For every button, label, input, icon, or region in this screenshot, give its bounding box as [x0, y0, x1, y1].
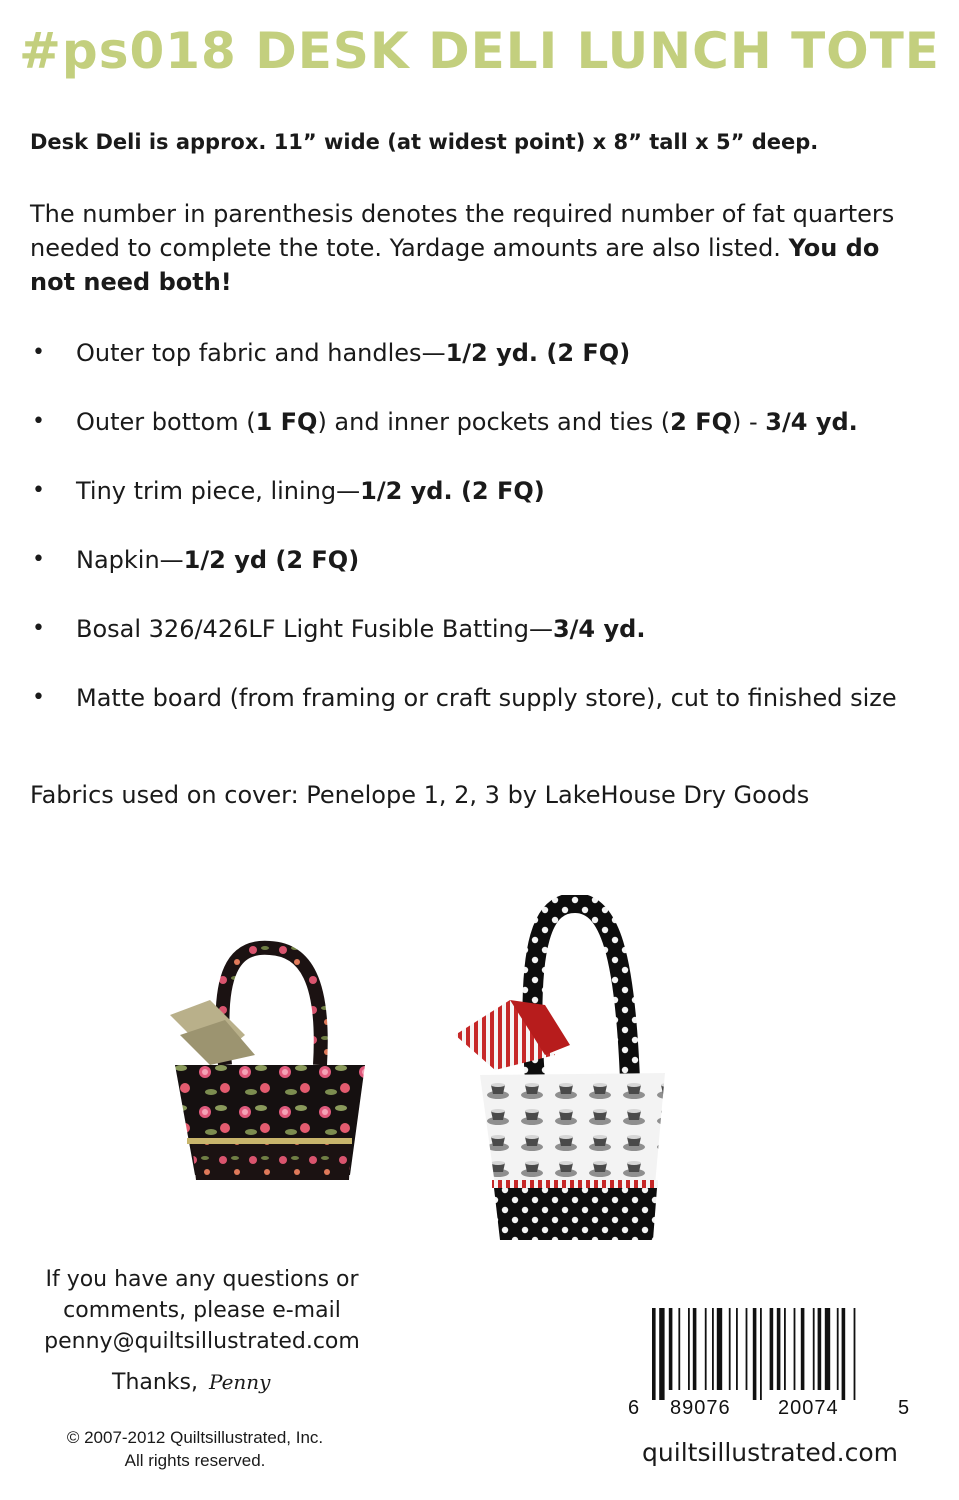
barcode-bar — [842, 1308, 846, 1400]
thanks-text: Thanks, — [112, 1370, 199, 1395]
barcode-bars — [652, 1308, 855, 1400]
page-title: #ps018 DESK DELI LUNCH TOTE — [19, 22, 940, 80]
signature: Penny — [209, 1370, 271, 1394]
barcode-bar — [753, 1308, 757, 1400]
supply-amount: 1 FQ — [255, 408, 318, 436]
barcode-bar — [705, 1308, 707, 1390]
floral-tote-image — [155, 940, 380, 1200]
barcode-bar — [837, 1308, 839, 1390]
intro-text: The number in parenthesis denotes the required number of fat quarters needed to complete the tote. Yardage amounts are also listed. — [30, 200, 895, 262]
supply-item — [30, 474, 935, 508]
barcode-bar — [659, 1308, 664, 1400]
barcode-bar — [678, 1308, 680, 1390]
bullet-icon: • — [32, 616, 45, 641]
barcode — [628, 1308, 918, 1420]
supply-amount: 2 FQ — [670, 408, 733, 436]
bullet-icon: • — [32, 409, 45, 434]
copyright-line-1: © 2007-2012 Quiltsillustrated, Inc. — [66, 1428, 324, 1447]
bullet-icon: • — [32, 478, 45, 503]
supply-text: ) and inner pockets and ties ( — [317, 408, 671, 436]
teacup-tote-image — [450, 895, 700, 1250]
barcode-bar — [794, 1308, 796, 1390]
bullet-icon: • — [32, 685, 45, 710]
barcode-bar — [818, 1308, 822, 1390]
contact-line-1: If you have any questions or — [45, 1267, 359, 1292]
supply-text: Tiny trim piece, lining— — [76, 477, 361, 505]
supply-item — [30, 543, 935, 577]
barcode-digit-1: 6 — [628, 1397, 640, 1419]
barcode-bar — [777, 1308, 781, 1390]
supply-item — [30, 612, 935, 646]
supply-text: ) - — [732, 408, 766, 436]
supply-text: Outer bottom ( — [76, 408, 256, 436]
barcode-bar — [712, 1308, 714, 1390]
barcode-bar — [736, 1308, 738, 1390]
contact-block — [22, 1264, 382, 1357]
supply-amount: 1/2 yd. (2 FQ) — [445, 339, 631, 367]
supply-amount: 3/4 yd. — [552, 615, 646, 643]
website-link[interactable]: quiltsillustrated.com — [642, 1438, 898, 1467]
supply-text: Napkin— — [76, 546, 184, 574]
thanks-line — [112, 1370, 270, 1395]
barcode-bar — [825, 1308, 830, 1390]
dimensions-text: Desk Deli is approx. 11” wide (at widest point) x 8” tall x 5” deep. — [30, 130, 819, 154]
barcode-bar — [729, 1308, 731, 1390]
barcode-bar — [854, 1308, 856, 1400]
supply-item — [30, 336, 935, 370]
supply-text: Matte board (from framing or craft supply store), cut to finished size — [76, 684, 897, 712]
barcode-bar — [784, 1308, 786, 1390]
barcode-bar — [801, 1308, 805, 1390]
contact-email[interactable]: penny@quiltsillustrated.com — [44, 1329, 360, 1354]
barcode-bar — [688, 1308, 690, 1390]
supply-item — [30, 405, 935, 439]
barcode-bar — [717, 1308, 722, 1390]
barcode-digit-4: 5 — [898, 1397, 910, 1419]
intro-emphasis: You do not need both! — [30, 234, 880, 296]
barcode-digits-2: 89076 — [670, 1397, 731, 1419]
bullet-icon: • — [32, 340, 45, 365]
fabrics-note: Fabrics used on cover: Penelope 1, 2, 3 by LakeHouse Dry Goods — [30, 781, 810, 809]
barcode-bar — [669, 1308, 673, 1390]
supply-amount: 1/2 yd (2 FQ) — [183, 546, 360, 574]
barcode-digits-3: 20074 — [778, 1397, 839, 1419]
contact-line-2: comments, please e-mail — [63, 1298, 341, 1323]
copyright-block — [20, 1426, 370, 1472]
barcode-bar — [652, 1308, 656, 1400]
barcode-bar — [693, 1308, 697, 1390]
barcode-bar — [746, 1308, 748, 1390]
supply-amount: 3/4 yd. — [765, 408, 858, 436]
barcode-bar — [760, 1308, 762, 1400]
supply-text: Outer top fabric and handles— — [76, 339, 446, 367]
supply-item — [30, 681, 935, 715]
barcode-bar — [770, 1308, 774, 1390]
supply-list — [30, 336, 935, 750]
supply-text: Bosal 326/426LF Light Fusible Batting— — [76, 615, 553, 643]
bullet-icon: • — [32, 547, 45, 572]
supply-amount: 1/2 yd. (2 FQ) — [360, 477, 545, 505]
intro-paragraph — [30, 197, 910, 299]
copyright-line-2: All rights reserved. — [124, 1451, 266, 1470]
barcode-bar — [813, 1308, 815, 1390]
